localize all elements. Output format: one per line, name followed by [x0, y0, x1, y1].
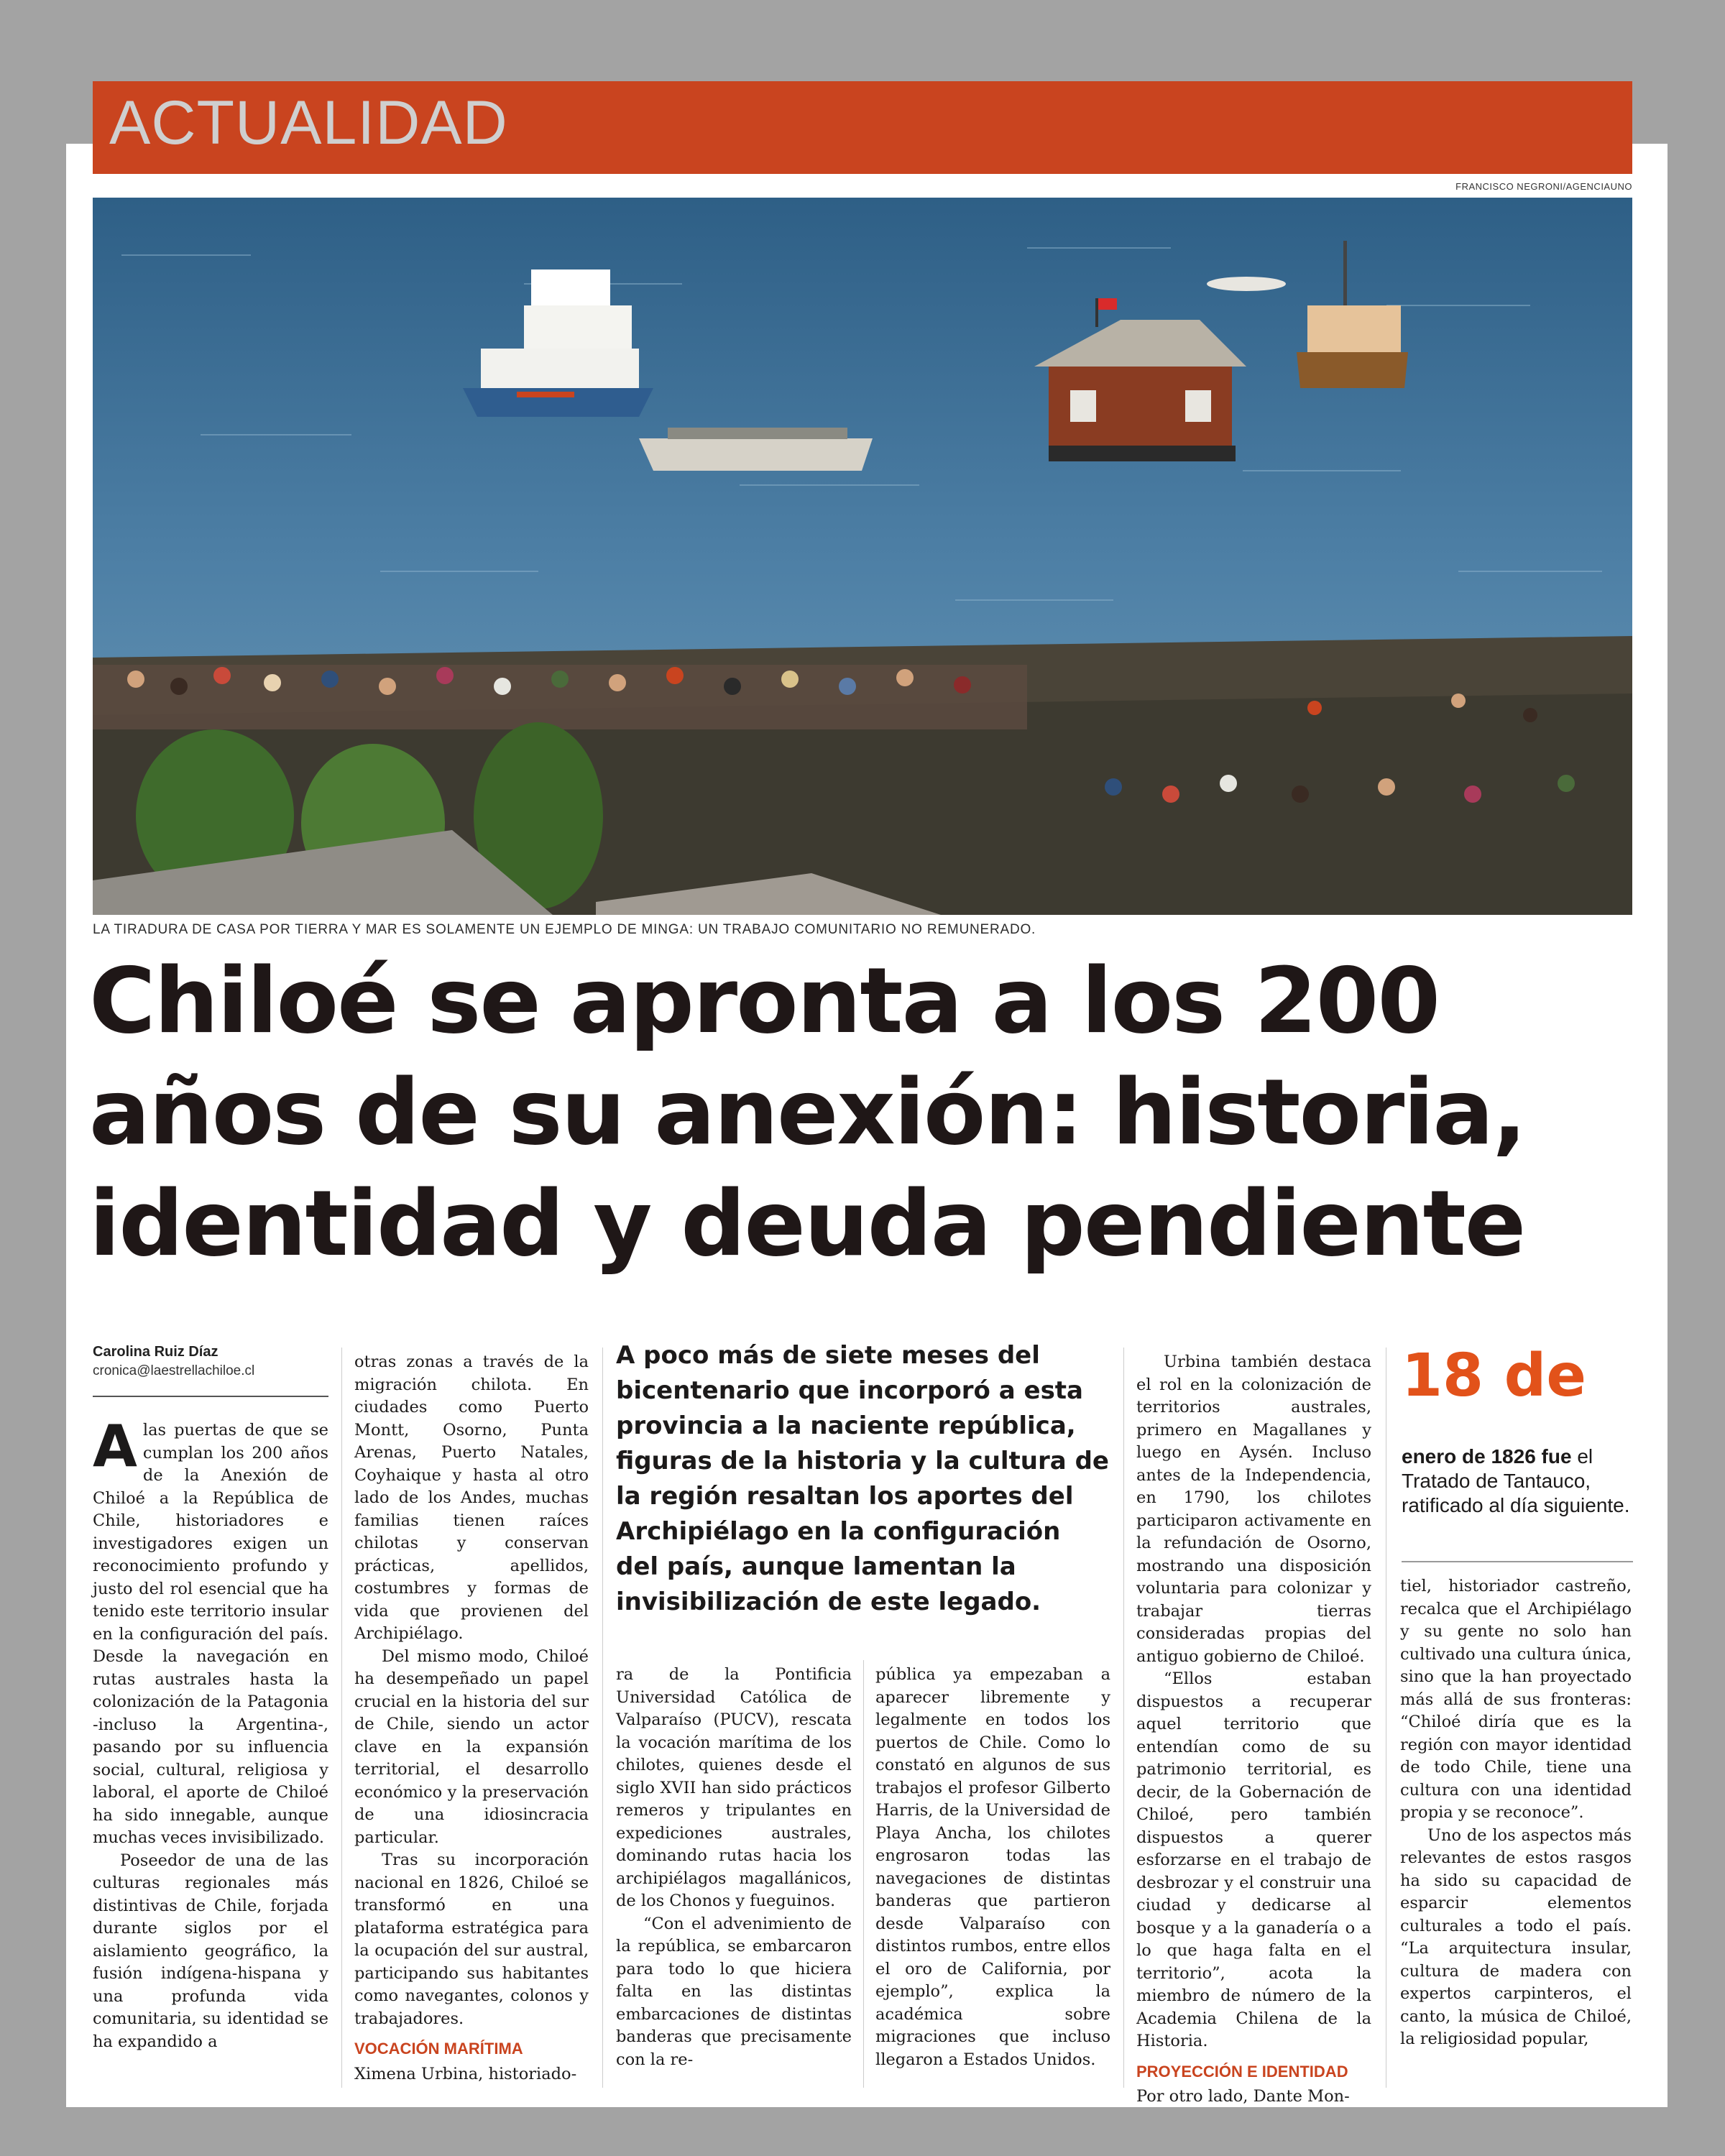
main-photo	[93, 198, 1632, 915]
column-divider	[863, 1660, 864, 2088]
article-paragraph: Uno de los aspectos más relevantes de estos rasgos ha sido su capacidad de esparcir elementos culturales a todo el país. “La arquitectura insular, cultura de madera con expertos carpinteros, el canto, la música de Chiloé, la religiosidad popular,	[1400, 1825, 1632, 2048]
article-paragraph: “Ellos estaban dispuestos a recuperar aquel territorio que entendían como de su patrimonio territorial, es decir, de la Gobernación de Chiloé, pero también dispuestos a querer esforzarse en el trabajo de desbrozar y el construir una ciudad y dedicarse al bosque y a la ganadería o a lo que haga falta en el territorio”, acota la miembro de número de la Academia Chilena de la Historia.	[1136, 1669, 1371, 2050]
article-paragraph: Por otro lado, Dante Mon-	[1136, 2087, 1350, 2106]
lede-summary: A poco más de siete meses del bicentenario que incorporó a esta provincia a la naciente república, figuras de la historia y la cultura de la región resaltan los aportes del Archipiélago en la configuración del país, aunque lamentan la invisibilización de este legado.	[616, 1341, 1109, 1616]
article-paragraph: Poseedor de una de las culturas regionales más distintivas de Chile, forjada durante siglos por el aislamiento geográfico, la fusión indígena-hispana y una profunda vida comunitaria, su identidad se ha expandido a	[93, 1851, 328, 2051]
fact-box-divider	[1402, 1561, 1633, 1562]
column-divider	[602, 1348, 603, 2088]
article-paragraph: Alas puertas de que se cumplan los 200 años de la Anexión de Chiloé a la República de Chile, historiadores e investigadores exigen un reconocimiento profundo y justo del rol esencial que ha tenido este territorio insular en la configuración del país. Desde la navegación en rutas australes hasta la colonización de la Patagonia -incluso la Argentina-, pasando por su influencia social, cultural, religiosa y laboral, el aporte de Chiloé ha sido innegable, aunque muchas veces invisibilizado.	[93, 1413, 328, 1847]
article-paragraph: otras zonas a través de la migración chilota. En ciudades como Puerto Montt, Osorno, Punta Arenas, Puerto Natales, Coyhaique y hasta al otro lado de los Andes, muchas familias tienen raíces chilotas y conservan prácticas, apellidos, costumbres y formas de vida que provienen del Archipiélago.	[354, 1353, 589, 1643]
fact-box-text: enero de 1826 fue el Tratado de Tantauco, ratificado al día siguiente.	[1402, 1445, 1630, 1516]
headline	[89, 945, 1634, 1279]
article-column-1	[93, 1413, 328, 2053]
author-name: Carolina Ruiz Díaz	[93, 1344, 218, 1360]
page-frame-right	[1668, 0, 1725, 2156]
byline-divider	[93, 1396, 328, 1397]
article-paragraph: Tras su incorporación nacional en 1826, Chiloé se transformó en una plataforma estratégica para la ocupación del sur austral, participando sus habitantes como navegantes, colonos y trabajadores.	[354, 1851, 589, 2028]
photo-credit: FRANCISCO NEGRONI/AGENCIAUNO	[1455, 181, 1632, 192]
article-column-6	[1400, 1575, 1632, 2051]
article-paragraph: tiel, historiador castreño, recalca que el Archipiélago y su gente no solo han cultivado una cultura única, sino que la han proyectado más allá de sus fronteras: “Chiloé diría que es la región con mayor identidad de todo Chile, tiene una cultura con una identidad propia y se reconoce”.	[1400, 1577, 1632, 1822]
article-paragraph: Ximena Urbina, historiado-	[354, 2064, 577, 2083]
article-column-5	[1136, 1351, 1371, 2109]
subheading-proyeccion: PROYECCIÓN E IDENTIDAD	[1136, 2062, 1348, 2081]
column-divider	[341, 1348, 342, 2088]
subheading-vocacion: VOCACIÓN MARÍTIMA	[354, 2040, 523, 2058]
headline-line-1: Chiloé se apronta a los 200	[89, 948, 1440, 1054]
article-paragraph: Del mismo modo, Chiloé ha desempeñado un papel crucial en la historia del sur de Chile, siendo un actor clave en la expansión territorial, el desarrollo económico y la preservación de una idiosincracia particular.	[354, 1646, 589, 1847]
byline	[93, 1344, 328, 1379]
drop-cap: A	[93, 1413, 137, 1480]
article-column-2	[354, 1351, 589, 2086]
motor-boat	[639, 428, 873, 471]
article-paragraph: ra de la Pontificia Universidad Católica de Valparaíso (PUCV), rescata la vocación marítima de los chilotes, quienes desde el siglo XVII han sido prácticos remeros y tripulantes en expediciones australes, dominando rutas hacia los archipiélagos magallánicos, de los Chonos y fueguinos.	[616, 1665, 852, 1910]
article-paragraph: “Con el advenimiento de la república, se embarcaron para todo lo que hiciera falta en las distintas embarcaciones de distintas banderas que precisamente con la re-	[616, 1914, 852, 2069]
section-label: ACTUALIDAD	[109, 88, 508, 157]
article-paragraph: pública ya empezaban a aparecer libremente y legalmente en todos los puertos de Chile. Como lo constató en algunos de sus trabajos el profesor Gilberto Harris, de la Universidad de Playa Ancha, los chilotes engrosaron todas las navegaciones de distintas banderas que partieron desde Valparaíso con distintos rumbos, entre ellos el oro de California, por ejemplo”, explica la académica sobre migraciones que incluso llegaron a Estados Unidos.	[875, 1665, 1110, 2069]
fact-box-number: 18 de	[1402, 1342, 1586, 1410]
page-frame-bottom	[0, 2107, 1725, 2156]
article-paragraph: Urbina también destaca el rol en la colonización de territorios australes, primero en Magallanes y luego en Aysén. Incluso antes de la Independencia, en 1790, los chilotes participaron activamente en la refundación de Osorno, mostrando una disposición voluntaria para colonizar y trabajar tierras consideradas propias del antiguo gobierno de Chiloé.	[1136, 1353, 1371, 1666]
page-frame-left	[0, 0, 66, 2156]
column-divider	[1123, 1348, 1124, 2088]
author-email[interactable]: cronica@laestrellachiloe.cl	[93, 1363, 255, 1378]
article-column-3	[616, 1664, 852, 2071]
headline-line-2: años de su anexión: historia,	[89, 1059, 1526, 1165]
headline-line-3: identidad y deuda pendiente	[89, 1171, 1525, 1276]
article-column-4	[875, 1664, 1110, 2071]
photo-caption: LA TIRADURA DE CASA POR TIERRA Y MAR ES SOLAMENTE UN EJEMPLO DE MINGA: UN TRABAJO COMUNITARIO NO REMUNERADO.	[93, 922, 1036, 937]
